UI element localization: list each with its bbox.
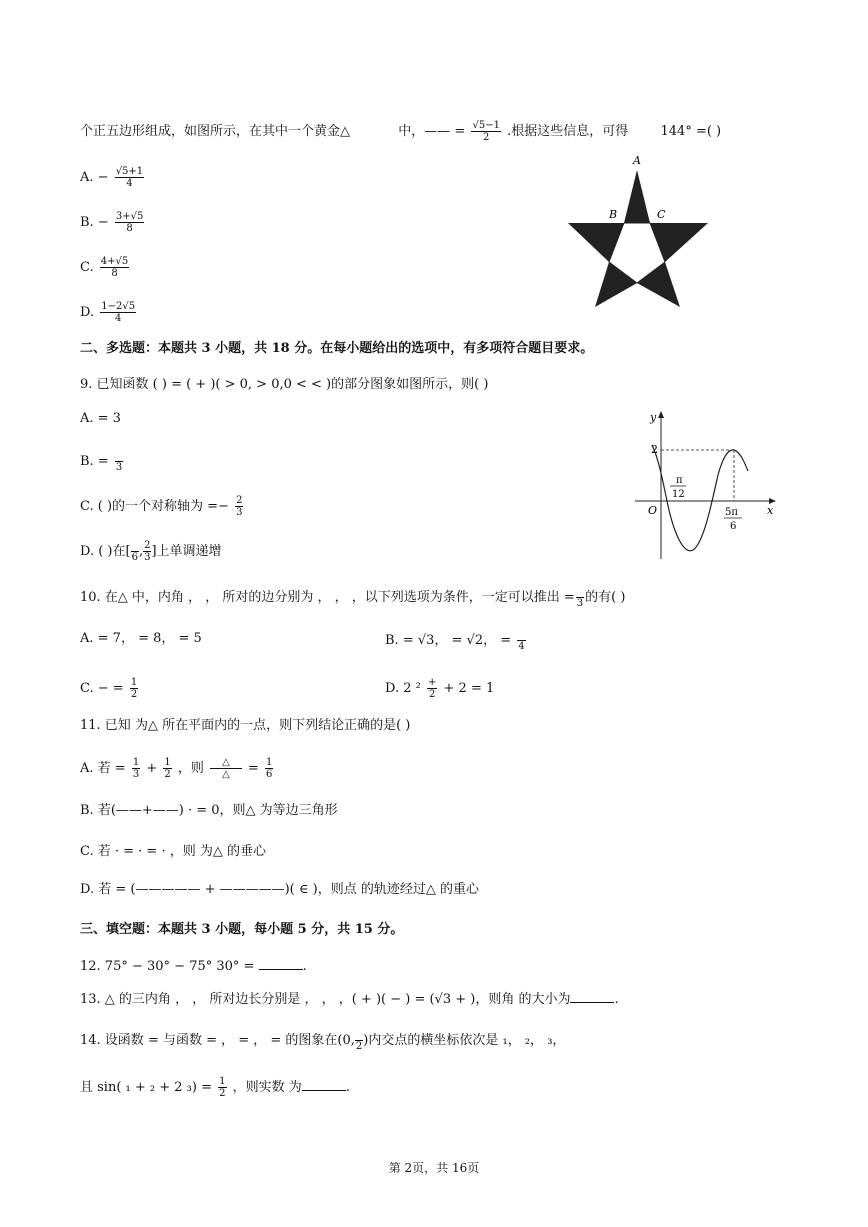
graph-y-label: y xyxy=(650,411,657,424)
star-label-a: A xyxy=(633,154,641,167)
q9-option-c[interactable]: C. ( )的一个对称轴为 =− $\frac{2}{3}$ xyxy=(80,495,243,518)
section3-title: 三、填空题：本题共 3 小题，每小题 5 分，共 15 分。 xyxy=(80,922,404,937)
q9-option-d[interactable]: D. ( )在[ 6 , $\frac{2}{3}$ ]上单调递增 xyxy=(80,540,222,563)
graph-tick2-num: 5π xyxy=(725,507,738,518)
q8-stem-part3: .根据这些信息，可得 xyxy=(507,124,629,139)
star-point-top xyxy=(624,170,650,223)
q10-option-a[interactable]: A. = 7， = 8， = 5 xyxy=(80,631,202,646)
graph-origin-label: O xyxy=(648,504,658,517)
q8-option-b[interactable]: B. − $\frac{3+√5}{8}$ xyxy=(80,211,144,234)
q10-option-d[interactable]: D. 2 ² $\frac{+}{2}$ + 2 = 1 xyxy=(385,677,495,700)
page-footer: 第 2页，共 16页 xyxy=(388,1161,480,1175)
q11-option-a[interactable]: A. 若 = $\frac{1}{3}$ + $\frac{1}{2}$ ，则 $\frac{\triangle}{\triangle}$ = $\frac{1}{6}$ xyxy=(80,757,273,780)
q10-option-b[interactable]: B. = √3， = √2， = 4 xyxy=(385,629,528,652)
q8-option-c[interactable]: C. $\frac{4+√5}{8}$ xyxy=(80,256,129,279)
star-label-b: B xyxy=(609,208,618,221)
q11-option-d[interactable]: D. 若 = (————— + —————)( ∈ )，则点 的轨迹经过△ 的重心 xyxy=(80,882,479,897)
q13: 13. △ 的三内角 ， ， 所对边长分别是 ， ， ，( + )( − ) = (√3 + )，则角 的大小为 . xyxy=(80,992,619,1007)
graph-x-label: x xyxy=(767,504,774,517)
q14-line1: 14. 设函数 = 与函数 = ， = ， = 的图象在(0, 2 )内交点的横坐标依次是 ₁， ₂， ₃， xyxy=(80,1029,565,1052)
q8-option-d[interactable]: D. $\frac{1-2√5}{4}$ xyxy=(80,301,136,324)
graph-tick1-den: 12 xyxy=(672,489,685,500)
q8-stem-part2: 中，—— = xyxy=(398,124,466,139)
graph-y-value-label: 2 xyxy=(651,443,658,456)
graph-y-arrow xyxy=(658,411,664,418)
q13-answer-blank[interactable] xyxy=(570,991,614,1003)
graph-tick2-den: 6 xyxy=(730,521,737,532)
q9-option-b[interactable]: B. = 3 xyxy=(80,450,125,473)
star-figure xyxy=(560,150,720,315)
q9-stem: 9. 已知函数 ( ) = ( + )( > 0, > 0,0 < < )的部分图象如图所示，则( ) xyxy=(80,377,489,392)
q12-answer-blank[interactable] xyxy=(259,958,303,970)
q9-option-a[interactable]: A. = 3 xyxy=(80,411,121,426)
q8-stem xyxy=(80,120,721,143)
star-label-c: C xyxy=(657,208,666,221)
graph-sine-curve xyxy=(652,445,748,551)
q14-line2: 且 sin( ₁ + ₂ + 2 ₃) = $\frac{1}{2}$ ，则实数 为 . xyxy=(80,1076,350,1099)
graph-tick1-num: π xyxy=(676,475,683,486)
q11-stem: 11. 已知 为△ 所在平面内的一点，则下列结论正确的是( ) xyxy=(80,718,411,733)
q14-answer-blank[interactable] xyxy=(302,1079,346,1091)
q12: 12. 75° − 30° − 75° 30° = . xyxy=(80,959,307,974)
q10-option-c[interactable]: C. − = $\frac{1}{2}$ xyxy=(80,677,138,700)
q8-option-a[interactable]: A. − $\frac{√5+1}{4}$ xyxy=(80,166,144,189)
q8-stem-part4: 144° =( ) xyxy=(660,124,722,139)
q8-ratio-fraction: $\frac{√5-1}{2}$ xyxy=(472,120,500,143)
q8-stem-part1: 个正五边形组成，如图所示，在其中一个黄金△ xyxy=(80,124,350,139)
q11-option-c[interactable]: C. 若 · = · = · ，则 为△ 的垂心 xyxy=(80,844,266,859)
q9-function-graph xyxy=(630,405,780,563)
q11-option-b[interactable]: B. 若(——+——) · = 0，则△ 为等边三角形 xyxy=(80,803,338,818)
q10-stem: 10. 在△ 中，内角 ， ， 所对的边分别为 ， ， ，以下列选项为条件，一定可以推出 = 3 的有( ) xyxy=(80,586,625,609)
section2-title: 二、多选题：本题共 3 小题，共 18 分。在每小题给出的选项中，有多项符合题目要求。 xyxy=(80,341,594,356)
